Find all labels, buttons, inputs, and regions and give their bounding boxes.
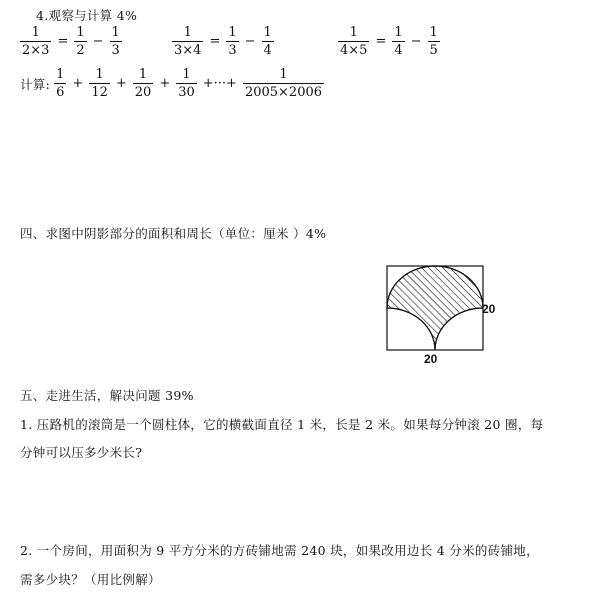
question-2-line-2: 需多少块？（用比例解） bbox=[20, 572, 161, 587]
fraction: $\frac{1}{5}$ bbox=[429, 25, 438, 58]
section4-title: 4.观察与计算 4% bbox=[36, 8, 138, 23]
fraction: $\frac{1}{2\times 3}$ bbox=[22, 25, 50, 58]
section-five-title: 五、走进生活，解决问题 39% bbox=[20, 388, 194, 403]
fraction: $\frac{1}{4\times 5}$ bbox=[340, 25, 368, 58]
shaded-area-figure bbox=[380, 262, 500, 370]
fraction: $\frac{1}{2}$ bbox=[76, 25, 85, 58]
calc-series: 计算: $\frac{1}{6}$ + $\frac{1}{12}$ + $\frac{1}{20}$ + $\frac{1}{30}$ +···+ $\frac{1}{2005\times 2006}$ bbox=[20, 67, 323, 100]
ellipsis: +···+ bbox=[202, 76, 237, 91]
fraction: $\frac{1}{3}$ bbox=[111, 25, 120, 58]
fraction: $\frac{1}{12}$ bbox=[91, 67, 108, 100]
fraction: $\frac{1}{30}$ bbox=[178, 67, 195, 100]
question-1-line-2: 分钟可以压多少米长? bbox=[20, 445, 143, 460]
fraction: $\frac{1}{6}$ bbox=[56, 67, 65, 100]
fraction: $\frac{1}{2005\times 2006}$ bbox=[244, 67, 323, 100]
fraction: $\frac{1}{20}$ bbox=[134, 67, 152, 100]
fraction: $\frac{1}{3}$ bbox=[228, 25, 237, 58]
geometry-diagram bbox=[380, 262, 500, 370]
section-four-title: 四、求图中阴影部分的面积和周长（单位：厘米 ）4% bbox=[20, 226, 327, 241]
example-equation-2: $\frac{1}{3\times 4}$ = $\frac{1}{3}$ − $\frac{1}{4}$ bbox=[174, 25, 272, 58]
fraction: $\frac{1}{4}$ bbox=[394, 25, 403, 58]
question-2-line-1: 2. 一个房间，用面积为 9 平方分米的方砖铺地需 240 块，如果改用边长 4 分米的砖铺地， bbox=[20, 543, 539, 558]
fraction: $\frac{1}{4}$ bbox=[263, 25, 272, 58]
bottom-dimension-label: 20 bbox=[424, 352, 438, 366]
question-1-line-1: 1. 压路机的滚筒是一个圆柱体，它的横截面直径 1 米，长是 2 米。如果每分钟滚 20 圈，每 bbox=[20, 417, 544, 432]
fraction: $\frac{1}{3\times 4}$ bbox=[174, 25, 202, 58]
example-equation-3: $\frac{1}{4\times 5}$ = $\frac{1}{4}$ − $\frac{1}{5}$ bbox=[340, 25, 438, 58]
right-dimension-label: 20 bbox=[482, 302, 496, 316]
calc-label: 计算: bbox=[20, 76, 51, 92]
example-equation-1: $\frac{1}{2\times 3}$ = $\frac{1}{2}$ − $\frac{1}{3}$ bbox=[22, 25, 120, 58]
